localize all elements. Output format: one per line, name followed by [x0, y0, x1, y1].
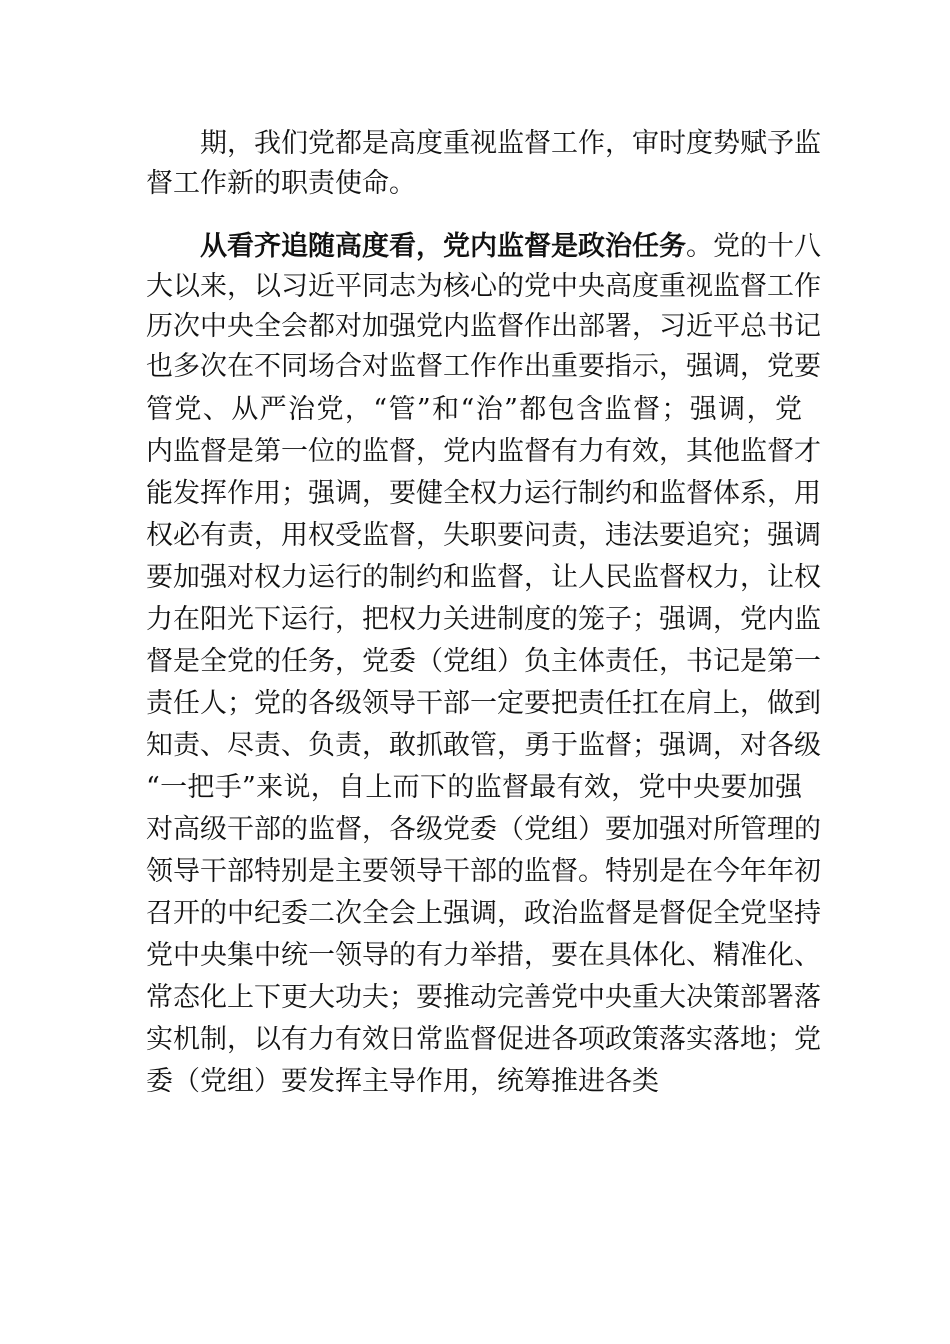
- paragraph-2-heading: 从看齐追随高度看，党内监督是政治任务: [200, 231, 686, 262]
- paragraph-2-line: 管党、从严治党，“管”和“治”都包含监督；强调，党: [146, 394, 802, 425]
- paragraph-2-line: 领导干部特别是主要领导干部的监督。特别是在今年年初: [146, 856, 821, 887]
- paragraph-2-line: 力在阳光下运行，把权力关进制度的笼子；强调，党内监: [146, 604, 821, 635]
- paragraph-2-line: 知责、尽责、负责，敢抓敢管，勇于监督；强调，对各级: [146, 730, 821, 761]
- paragraph-1-line-2: 督工作新的职责使命。: [146, 168, 416, 199]
- paragraph-2-line: 也多次在不同场合对监督工作作出重要指示，强调，党要: [146, 351, 821, 382]
- paragraph-2-line: 历次中央全会都对加强党内监督作出部署，习近平总书记: [146, 311, 821, 342]
- paragraph-2-line-1-rest: 。党的十八: [686, 231, 821, 262]
- paragraph-2-line: 党中央集中统一领导的有力举措，要在具体化、精准化、: [146, 940, 821, 971]
- paragraph-2-line: 大以来，以习近平同志为核心的党中央高度重视监督工作: [146, 271, 821, 302]
- paragraph-2-line: 召开的中纪委二次全会上强调，政治监督是督促全党坚持: [146, 898, 821, 929]
- paragraph-2-line: 常态化上下更大功夫；要推动完善党中央重大决策部署落: [146, 982, 821, 1013]
- paragraph-2-line: 能发挥作用；强调，要健全权力运行制约和监督体系，用: [146, 478, 821, 509]
- paragraph-2-line-1: [200, 227, 821, 267]
- paragraph-2-line: 对高级干部的监督，各级党委（党组）要加强对所管理的: [146, 814, 821, 845]
- paragraph-1-line-1: 期，我们党都是高度重视监督工作，审时度势赋予监: [200, 128, 821, 159]
- paragraph-2-line: 委（党组）要发挥主导作用，统筹推进各类: [146, 1066, 659, 1097]
- paragraph-2-line: 内监督是第一位的监督，党内监督有力有效，其他监督才: [146, 436, 821, 467]
- paragraph-2-line: 要加强对权力运行的制约和监督，让人民监督权力，让权: [146, 562, 821, 593]
- paragraph-2-line: 权必有责，用权受监督，失职要问责，违法要追究；强调: [146, 520, 821, 551]
- paragraph-2-line: 督是全党的任务，党委（党组）负主体责任，书记是第一: [146, 646, 821, 677]
- paragraph-2-line: 责任人；党的各级领导干部一定要把责任扛在肩上，做到: [146, 688, 821, 719]
- paragraph-2-line: 实机制，以有力有效日常监督促进各项政策落实落地；党: [146, 1024, 821, 1055]
- paragraph-2-line: “一把手”来说，自上而下的监督最有效，党中央要加强: [146, 772, 802, 803]
